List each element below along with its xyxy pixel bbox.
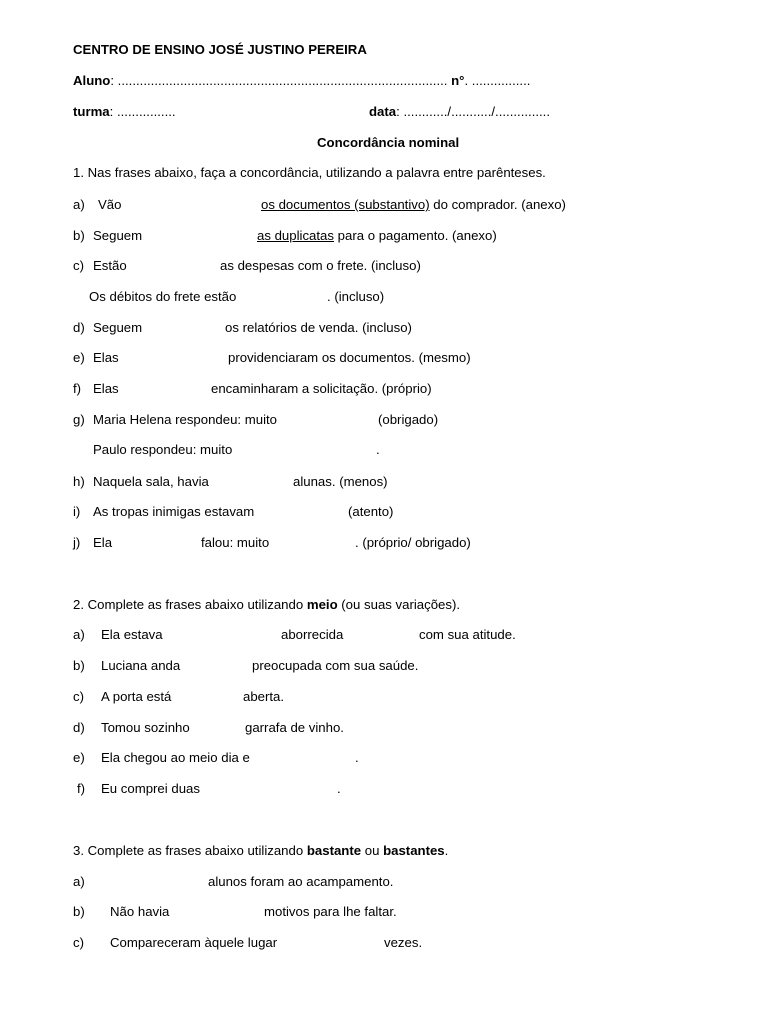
instruction-text-mid: ou [361, 843, 384, 858]
item-text-pre: Elas [93, 350, 119, 365]
item-text-post: alunas. (menos) [293, 474, 388, 489]
worksheet-title: Concordância nominal [317, 135, 460, 150]
data-line [369, 104, 550, 120]
item-text-pre: Maria Helena respondeu: muito [93, 412, 277, 427]
item-marker: h) [73, 474, 85, 489]
item-text-pre: Naquela sala, havia [93, 474, 209, 489]
item-text-post: providenciaram os documentos. (mesmo) [228, 350, 471, 365]
item-text-pre: Seguem [93, 320, 143, 335]
item-text-post: aberta. [243, 689, 285, 704]
item-marker: e) [73, 350, 85, 365]
item-marker: c) [73, 935, 84, 950]
item-marker: b) [73, 228, 85, 243]
item-marker: a) [73, 874, 85, 889]
item-marker: d) [73, 720, 85, 735]
item-text-post: os relatórios de venda. (incluso) [225, 320, 412, 335]
numero-dots: . ................ [464, 73, 531, 88]
aluno-line [73, 73, 530, 89]
data-dots: : ............/.........../............... [396, 104, 551, 119]
item-marker: c) [73, 258, 84, 273]
item-text-pre: Luciana anda [101, 658, 181, 673]
item-text-post: para o pagamento. (anexo) [333, 228, 497, 243]
numero-label: n° [451, 73, 465, 88]
item-text-pre: Elas [93, 381, 119, 396]
item-marker: b) [73, 904, 85, 919]
item-marker: d) [73, 320, 85, 335]
item-text-post: garrafa de vinho. [245, 720, 344, 735]
item-marker: a) [73, 197, 85, 212]
item-text-post: vezes. [384, 935, 423, 950]
turma-label: turma [73, 104, 110, 119]
item-text-pre: Ela chegou ao meio dia e [101, 750, 250, 765]
item-text-post: . [376, 442, 380, 457]
data-label: data [369, 104, 397, 119]
item-marker: e) [73, 750, 85, 765]
item-marker: i) [73, 504, 81, 519]
turma-line [73, 104, 176, 120]
item-marker: j) [73, 535, 81, 550]
item-text-post: preocupada com sua saúde. [252, 658, 419, 673]
aluno-label: Aluno [73, 73, 111, 88]
item-text-post: alunos foram ao acampamento. [208, 874, 394, 889]
instruction-text: 3. Complete as frases abaixo utilizando [73, 843, 307, 858]
item-text-mid: falou: muito [201, 535, 270, 550]
instruction-text-end: (ou suas variações). [337, 597, 461, 612]
aluno-dots: : .......................................................................................... [110, 73, 448, 88]
item-underlined: os documentos (substantivo) [261, 197, 430, 212]
item-text-rest [261, 197, 566, 213]
instruction-text-end: . [444, 843, 449, 858]
item-marker: g) [73, 412, 85, 427]
item-text-pre: Tomou sozinho [101, 720, 190, 735]
item-text-post: motivos para lhe faltar. [264, 904, 397, 919]
item-text-post: . (próprio/ obrigado) [355, 535, 471, 550]
section3-instruction [73, 843, 448, 859]
item-text-post: do comprador. (anexo) [429, 197, 566, 212]
item-text-pre: Não havia [110, 904, 170, 919]
item-text-pre: Seguem [93, 228, 143, 243]
item-text-pre: Ela [93, 535, 113, 550]
item-text-post: (obrigado) [378, 412, 439, 427]
item-text-post: . [337, 781, 341, 796]
item-text-pre: Eu comprei duas [101, 781, 200, 796]
instruction-keyword-plural: bastantes [383, 843, 445, 858]
item-text-pre: Vão [98, 197, 122, 212]
item-text-post: as despesas com o frete. (incluso) [220, 258, 421, 273]
instruction-keyword: meio [306, 597, 338, 612]
instruction-text: 2. Complete as frases abaixo utilizando [73, 597, 307, 612]
item-text-pre: Paulo respondeu: muito [93, 442, 233, 457]
item-text-post: encaminharam a solicitação. (próprio) [211, 381, 432, 396]
turma-dots: : ................ [109, 104, 176, 119]
school-name: CENTRO DE ENSINO JOSÉ JUSTINO PEREIRA [73, 42, 367, 57]
section2-instruction [73, 597, 460, 613]
item-text-post: . [355, 750, 359, 765]
item-marker: f) [77, 781, 86, 796]
item-underlined: as duplicatas [257, 228, 334, 243]
section1-instruction: 1. Nas frases abaixo, faça a concordância, utilizando a palavra entre parênteses. [73, 165, 546, 180]
item-marker: f) [73, 381, 82, 396]
item-text-rest [257, 228, 497, 244]
item-text-pre: Compareceram àquele lugar [110, 935, 278, 950]
item-text-post: . (incluso) [327, 289, 385, 304]
item-marker: c) [73, 689, 84, 704]
item-text-pre: A porta está [101, 689, 172, 704]
item-text-pre: As tropas inimigas estavam [93, 504, 255, 519]
instruction-keyword: bastante [306, 843, 362, 858]
item-text-post: (atento) [348, 504, 394, 519]
item-text-pre: Os débitos do frete estão [89, 289, 237, 304]
item-text-pre: Ela estava [101, 627, 163, 642]
item-text-post: com sua atitude. [419, 627, 516, 642]
item-marker: b) [73, 658, 85, 673]
item-text-pre: Estão [93, 258, 127, 273]
item-text-mid: aborrecida [281, 627, 344, 642]
item-marker: a) [73, 627, 85, 642]
